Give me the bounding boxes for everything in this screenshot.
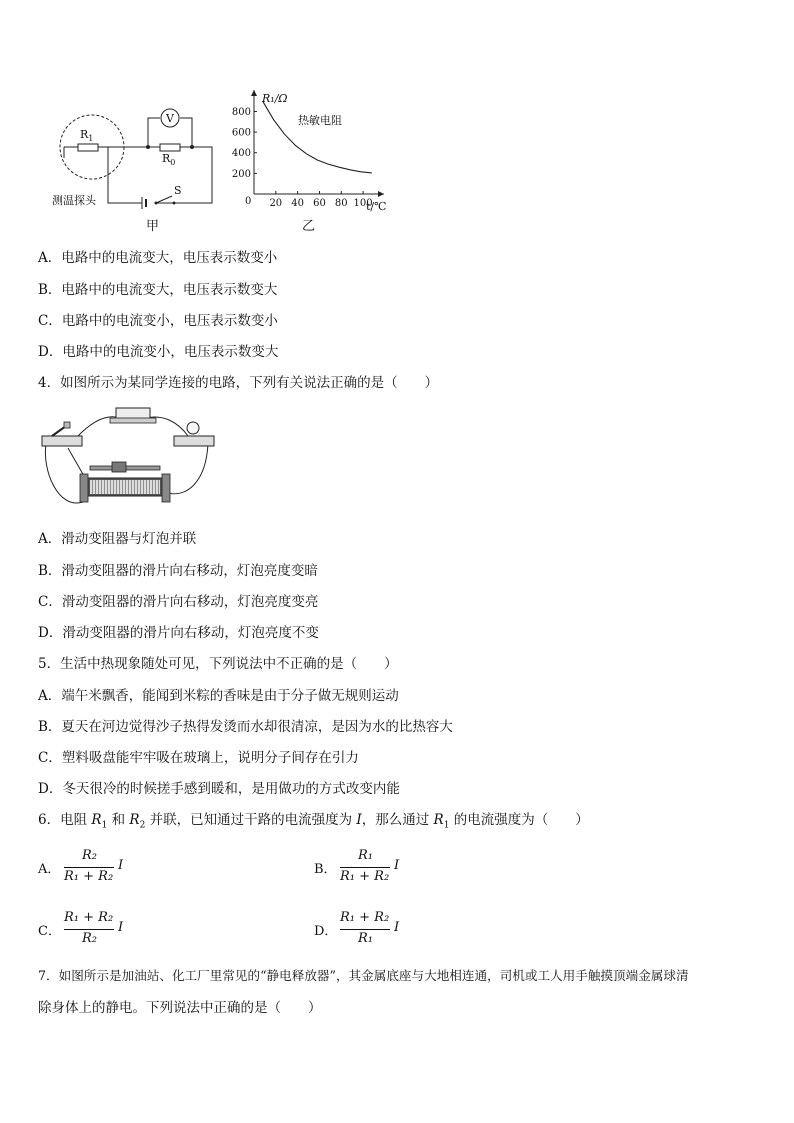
q6-stem: 6．电阻 $R_1$ 和 $R_2$ 并联，已知通过干路的电流强度为 I，那么通过 $R_1$ 的电流强度为（ ） — [38, 812, 589, 831]
x-tick-label: 100 — [353, 198, 373, 209]
q6-option-a: A． R₂ R₁ + R₂ I — [38, 848, 124, 884]
q7-line1: 7．如图所示是加油站、化工厂里常见的“静电释放器”，其金属底座与大地相连通，司机或工人用手触摸顶端金属球清 — [38, 968, 689, 983]
q6-option-c: C． R₁ + R₂ R₂ I — [38, 910, 124, 946]
y-tick-label: 200 — [231, 168, 251, 180]
y-axis-arrow-icon — [251, 90, 257, 96]
q4-option-b: B．滑动变阻器的滑片向右移动，灯泡亮度变暗 — [38, 563, 318, 579]
x-tick-label: 80 — [334, 198, 348, 209]
caption-jia: 甲 — [146, 219, 160, 234]
svg-text:R1: $R_1$ — [80, 128, 94, 143]
r0-resistor — [160, 144, 180, 151]
q5-option-a: A．端午米飘香，能闻到米粽的香味是由于分子做无规则运动 — [38, 688, 399, 704]
q4-option-c: C．滑动变阻器的滑片向右移动，灯泡亮度变亮 — [38, 594, 319, 610]
q5-option-d: D．冬天很冷的时候搓手感到暖和，是用做功的方式改变内能 — [38, 781, 400, 797]
q6-option-b: B． R₁ R₁ + R₂ I — [314, 848, 400, 884]
x-tick-label: 60 — [313, 198, 326, 209]
q4-stem: 4．如图所示为某同学连接的电路，下列有关说法正确的是（ ） — [38, 375, 439, 391]
y-tick-label: 800 — [231, 106, 251, 118]
graph-xlabel: t/℃ — [366, 200, 387, 213]
r1-label: R — [80, 128, 89, 141]
q4-option-a: A．滑动变阻器与灯泡并联 — [38, 531, 197, 547]
r1-resistor — [78, 144, 98, 151]
graph-ylabel: R₁/Ω — [262, 92, 288, 105]
q7-line2: 除身体上的静电。下列说法中正确的是（ ） — [38, 1000, 322, 1016]
q3-option-d: D．电路中的电流变小，电压表示数变大 — [38, 344, 279, 360]
q5-stem: 5．生活中热现象随处可见，下列说法中不正确的是（ ） — [38, 656, 398, 672]
svg-text:R0: $R_0$ — [162, 152, 176, 167]
x-tick-label: 40 — [291, 198, 305, 209]
circuit-diagram-jia — [50, 100, 220, 235]
graph-curve-label: 热敏电阻 — [298, 114, 342, 127]
q5-option-b: B．夏天在河边觉得沙子热得发烫而水却很清凉，是因为水的比热容大 — [38, 719, 453, 735]
probe-label: 测温探头 — [52, 194, 96, 207]
q3-option-a: A．电路中的电流变大，电压表示数变小 — [38, 250, 278, 266]
thermistor-graph — [228, 88, 393, 235]
x-tick-label: 20 — [269, 198, 283, 209]
r0-label: R — [162, 152, 171, 165]
voltmeter-label: V — [166, 112, 174, 125]
knife-switch-icon — [42, 436, 82, 446]
y-tick-label: 600 — [231, 127, 251, 139]
q4-option-d: D．滑动变阻器的滑片向右移动，灯泡亮度不变 — [38, 625, 319, 641]
physical-circuit-figure — [38, 400, 223, 518]
thermistor-curve — [263, 101, 372, 173]
q3-option-c: C．电路中的电流变小，电压表示数变小 — [38, 313, 278, 329]
y-tick-label: 400 — [231, 148, 251, 160]
switch-label: S — [174, 184, 182, 197]
bulb-icon — [187, 422, 199, 434]
x-axis-arrow-icon — [378, 191, 384, 197]
q5-option-c: C．塑料吸盘能牢牢吸在玻璃上，说明分子间存在引力 — [38, 750, 359, 766]
switch-icon — [156, 196, 172, 203]
graph-origin: 0 — [245, 196, 252, 207]
q3-option-b: B．电路中的电流变大，电压表示数变大 — [38, 282, 278, 298]
caption-yi: 乙 — [302, 219, 316, 234]
q6-option-d: D． R₁ + R₂ R₁ I — [314, 910, 400, 946]
